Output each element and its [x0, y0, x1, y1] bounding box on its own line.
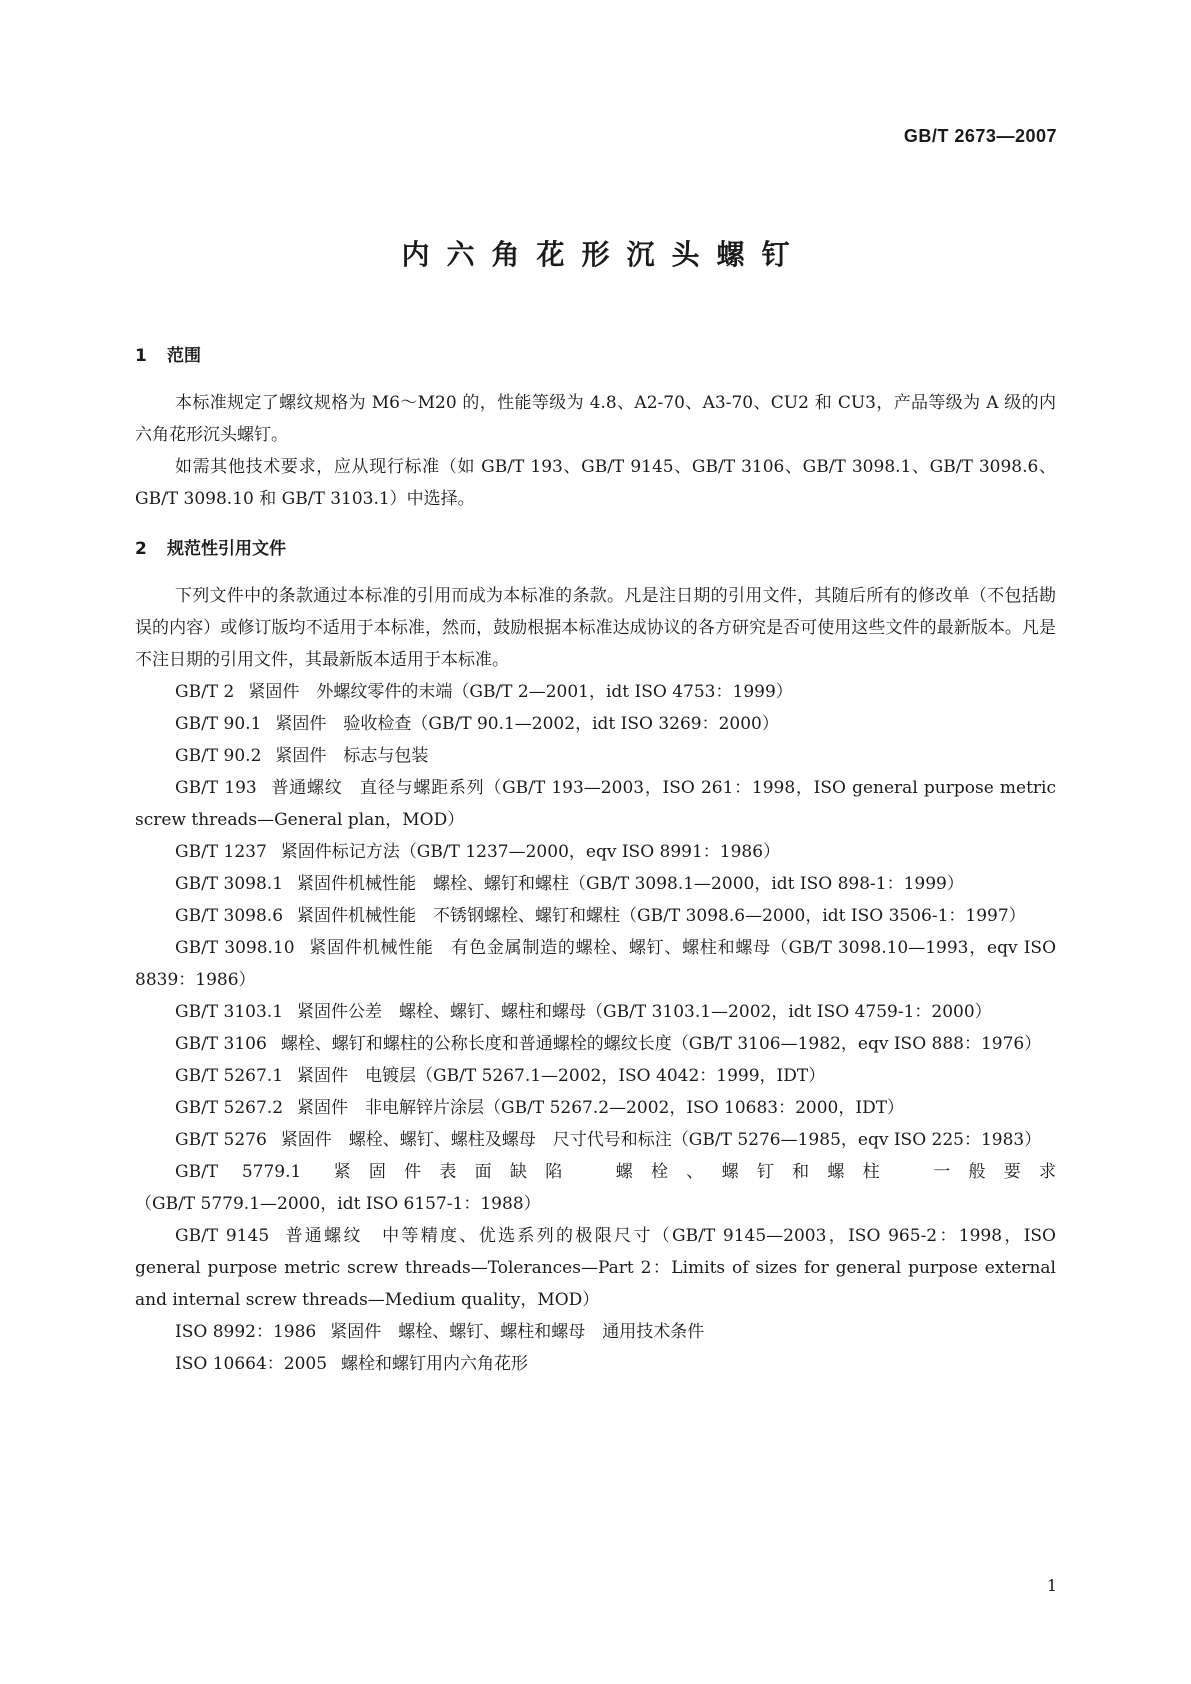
reference-title: 紧固件 螺栓、螺钉、螺柱和螺母 通用技术条件	[330, 1322, 705, 1342]
reference-code: ISO 8992：1986	[175, 1322, 317, 1342]
reference-source: （GB/T 3106—1982，eqv ISO 888：1976）	[671, 1034, 1042, 1054]
paragraph: 本标准规定了螺纹规格为 M6～M20 的，性能等级为 4.8、A2-70、A3-70、CU2 和 CU3，产品等级为 A 级的内六角花形沉头螺钉。	[135, 393, 1056, 445]
reference-item	[135, 996, 1056, 1028]
reference-source: （GB/T 5267.1—2002，ISO 4042：1999，IDT）	[416, 1066, 826, 1086]
section-title: 范围	[167, 346, 201, 366]
reference-title: 紧固件机械性能 有色金属制造的螺栓、螺钉、螺柱和螺母	[308, 938, 771, 958]
reference-code: GB/T 90.2	[175, 746, 262, 766]
section-heading-scope	[135, 340, 1056, 372]
document-body	[135, 340, 1056, 1380]
reference-source: （GB/T 3098.10—1993，eqv ISO 8839：1986）	[135, 938, 1057, 990]
reference-title: 紧固件 非电解锌片涂层	[297, 1098, 485, 1118]
reference-source: （GB/T 5276—1985，eqv ISO 225：1983）	[671, 1130, 1042, 1150]
reference-source: （GB/T 5267.2—2002，ISO 10683：2000，IDT）	[484, 1098, 905, 1118]
reference-source: （GB/T 193—2003，ISO 261：1998，ISO general purpose metric screw threads—General plan，MOD）	[135, 778, 1056, 830]
reference-item	[135, 868, 1056, 900]
reference-item	[135, 836, 1056, 868]
reference-title: 螺栓、螺钉和螺柱的公称长度和普通螺栓的螺纹长度	[280, 1034, 672, 1054]
paragraph: 下列文件中的条款通过本标准的引用而成为本标准的条款。凡是注日期的引用文件，其随后所有的修改单（不包括勘误的内容）或修订版均不适用于本标准，然而，鼓励根据本标准达成协议的各方研究是否可使用这些文件的最新版本。凡是不注日期的引用文件，其最新版本适用于本标准。	[135, 586, 1056, 670]
reference-item	[135, 1028, 1056, 1060]
reference-source: （GB/T 2—2001，idt ISO 4753：1999）	[452, 682, 793, 702]
reference-item	[135, 932, 1056, 996]
reference-item	[135, 1060, 1056, 1092]
reference-title: 紧固件机械性能 不锈钢螺栓、螺钉和螺柱	[297, 906, 621, 926]
document-title: 内六角花形沉头螺钉	[401, 238, 807, 271]
reference-code: GB/T 1237	[175, 842, 267, 862]
reference-code: GB/T 5267.1	[175, 1066, 284, 1086]
reference-title: 紧固件 外螺纹零件的末端	[248, 682, 453, 702]
reference-source: （GB/T 3098.1—2000，idt ISO 898-1：1999）	[569, 874, 964, 894]
reference-title: 紧固件标记方法	[280, 842, 400, 862]
reference-item	[135, 1220, 1056, 1316]
section-heading-normative-references	[135, 533, 1056, 565]
reference-code: GB/T 90.1	[175, 714, 262, 734]
section-number: 1	[135, 346, 147, 366]
reference-item	[135, 1156, 1056, 1220]
reference-source: （GB/T 90.1—2002，idt ISO 3269：2000）	[411, 714, 779, 734]
reference-code: GB/T 5779.1	[175, 1162, 302, 1182]
paragraph: 如需其他技术要求，应从现行标准（如 GB/T 193、GB/T 9145、GB/T 3106、GB/T 3098.1、GB/T 3098.6、GB/T 3098.10 和 GB/T 3103.1）中选择。	[135, 457, 1056, 509]
section-number: 2	[135, 539, 147, 559]
reference-item	[135, 1348, 1056, 1380]
reference-title: 紧固件机械性能 螺栓、螺钉和螺柱	[297, 874, 570, 894]
page-number: 1	[1046, 1576, 1057, 1595]
reference-title: 紧固件表面缺陷 螺栓、螺钉和螺柱 一般要求	[315, 1162, 1057, 1182]
reference-title: 普通螺纹 中等精度、优选系列的极限尺寸	[283, 1226, 653, 1246]
reference-item	[135, 772, 1056, 836]
reference-title: 紧固件 螺栓、螺钉、螺柱及螺母 尺寸代号和标注	[280, 1130, 672, 1150]
section-title: 规范性引用文件	[167, 539, 286, 559]
reference-title: 螺栓和螺钉用内六角花形	[341, 1354, 529, 1374]
reference-title: 紧固件 验收检查	[275, 714, 412, 734]
reference-source: （GB/T 3103.1—2002，idt ISO 4759-1：2000）	[586, 1002, 992, 1022]
reference-source: （GB/T 3098.6—2000，idt ISO 3506-1：1997）	[620, 906, 1026, 926]
reference-title: 紧固件 标志与包装	[275, 746, 429, 766]
reference-item	[135, 1316, 1056, 1348]
reference-source: （GB/T 1237—2000，eqv ISO 8991：1986）	[399, 842, 781, 862]
reference-title: 紧固件 电镀层	[297, 1066, 417, 1086]
reference-code: GB/T 9145	[175, 1226, 270, 1246]
reference-item	[135, 1124, 1056, 1156]
reference-code: GB/T 3106	[175, 1034, 267, 1054]
reference-code: GB/T 5276	[175, 1130, 267, 1150]
reference-title: 普通螺纹 直径与螺距系列	[270, 778, 485, 798]
reference-code: GB/T 3098.10	[175, 938, 295, 958]
reference-code: GB/T 5267.2	[175, 1098, 284, 1118]
reference-title: 紧固件公差 螺栓、螺钉、螺柱和螺母	[297, 1002, 587, 1022]
reference-code: GB/T 3103.1	[175, 1002, 284, 1022]
reference-item	[135, 1092, 1056, 1124]
reference-code: GB/T 2	[175, 682, 235, 702]
reference-source: （GB/T 9145—2003，ISO 965-2：1998，ISO general purpose metric screw threads—Tolerances—Part 2：Limits of sizes for general purpose external and internal screw threads—Medium quality，MOD）	[135, 1226, 1056, 1310]
reference-item	[135, 676, 1056, 708]
reference-source: （GB/T 5779.1—2000，idt ISO 6157-1：1988）	[135, 1194, 541, 1214]
reference-code: GB/T 3098.1	[175, 874, 284, 894]
reference-code: GB/T 3098.6	[175, 906, 284, 926]
standard-code: GB/T 2673—2007	[903, 126, 1057, 146]
reference-item	[135, 900, 1056, 932]
reference-item	[135, 708, 1056, 740]
reference-code: ISO 10664：2005	[175, 1354, 328, 1374]
reference-item	[135, 740, 1056, 772]
reference-code: GB/T 193	[175, 778, 257, 798]
